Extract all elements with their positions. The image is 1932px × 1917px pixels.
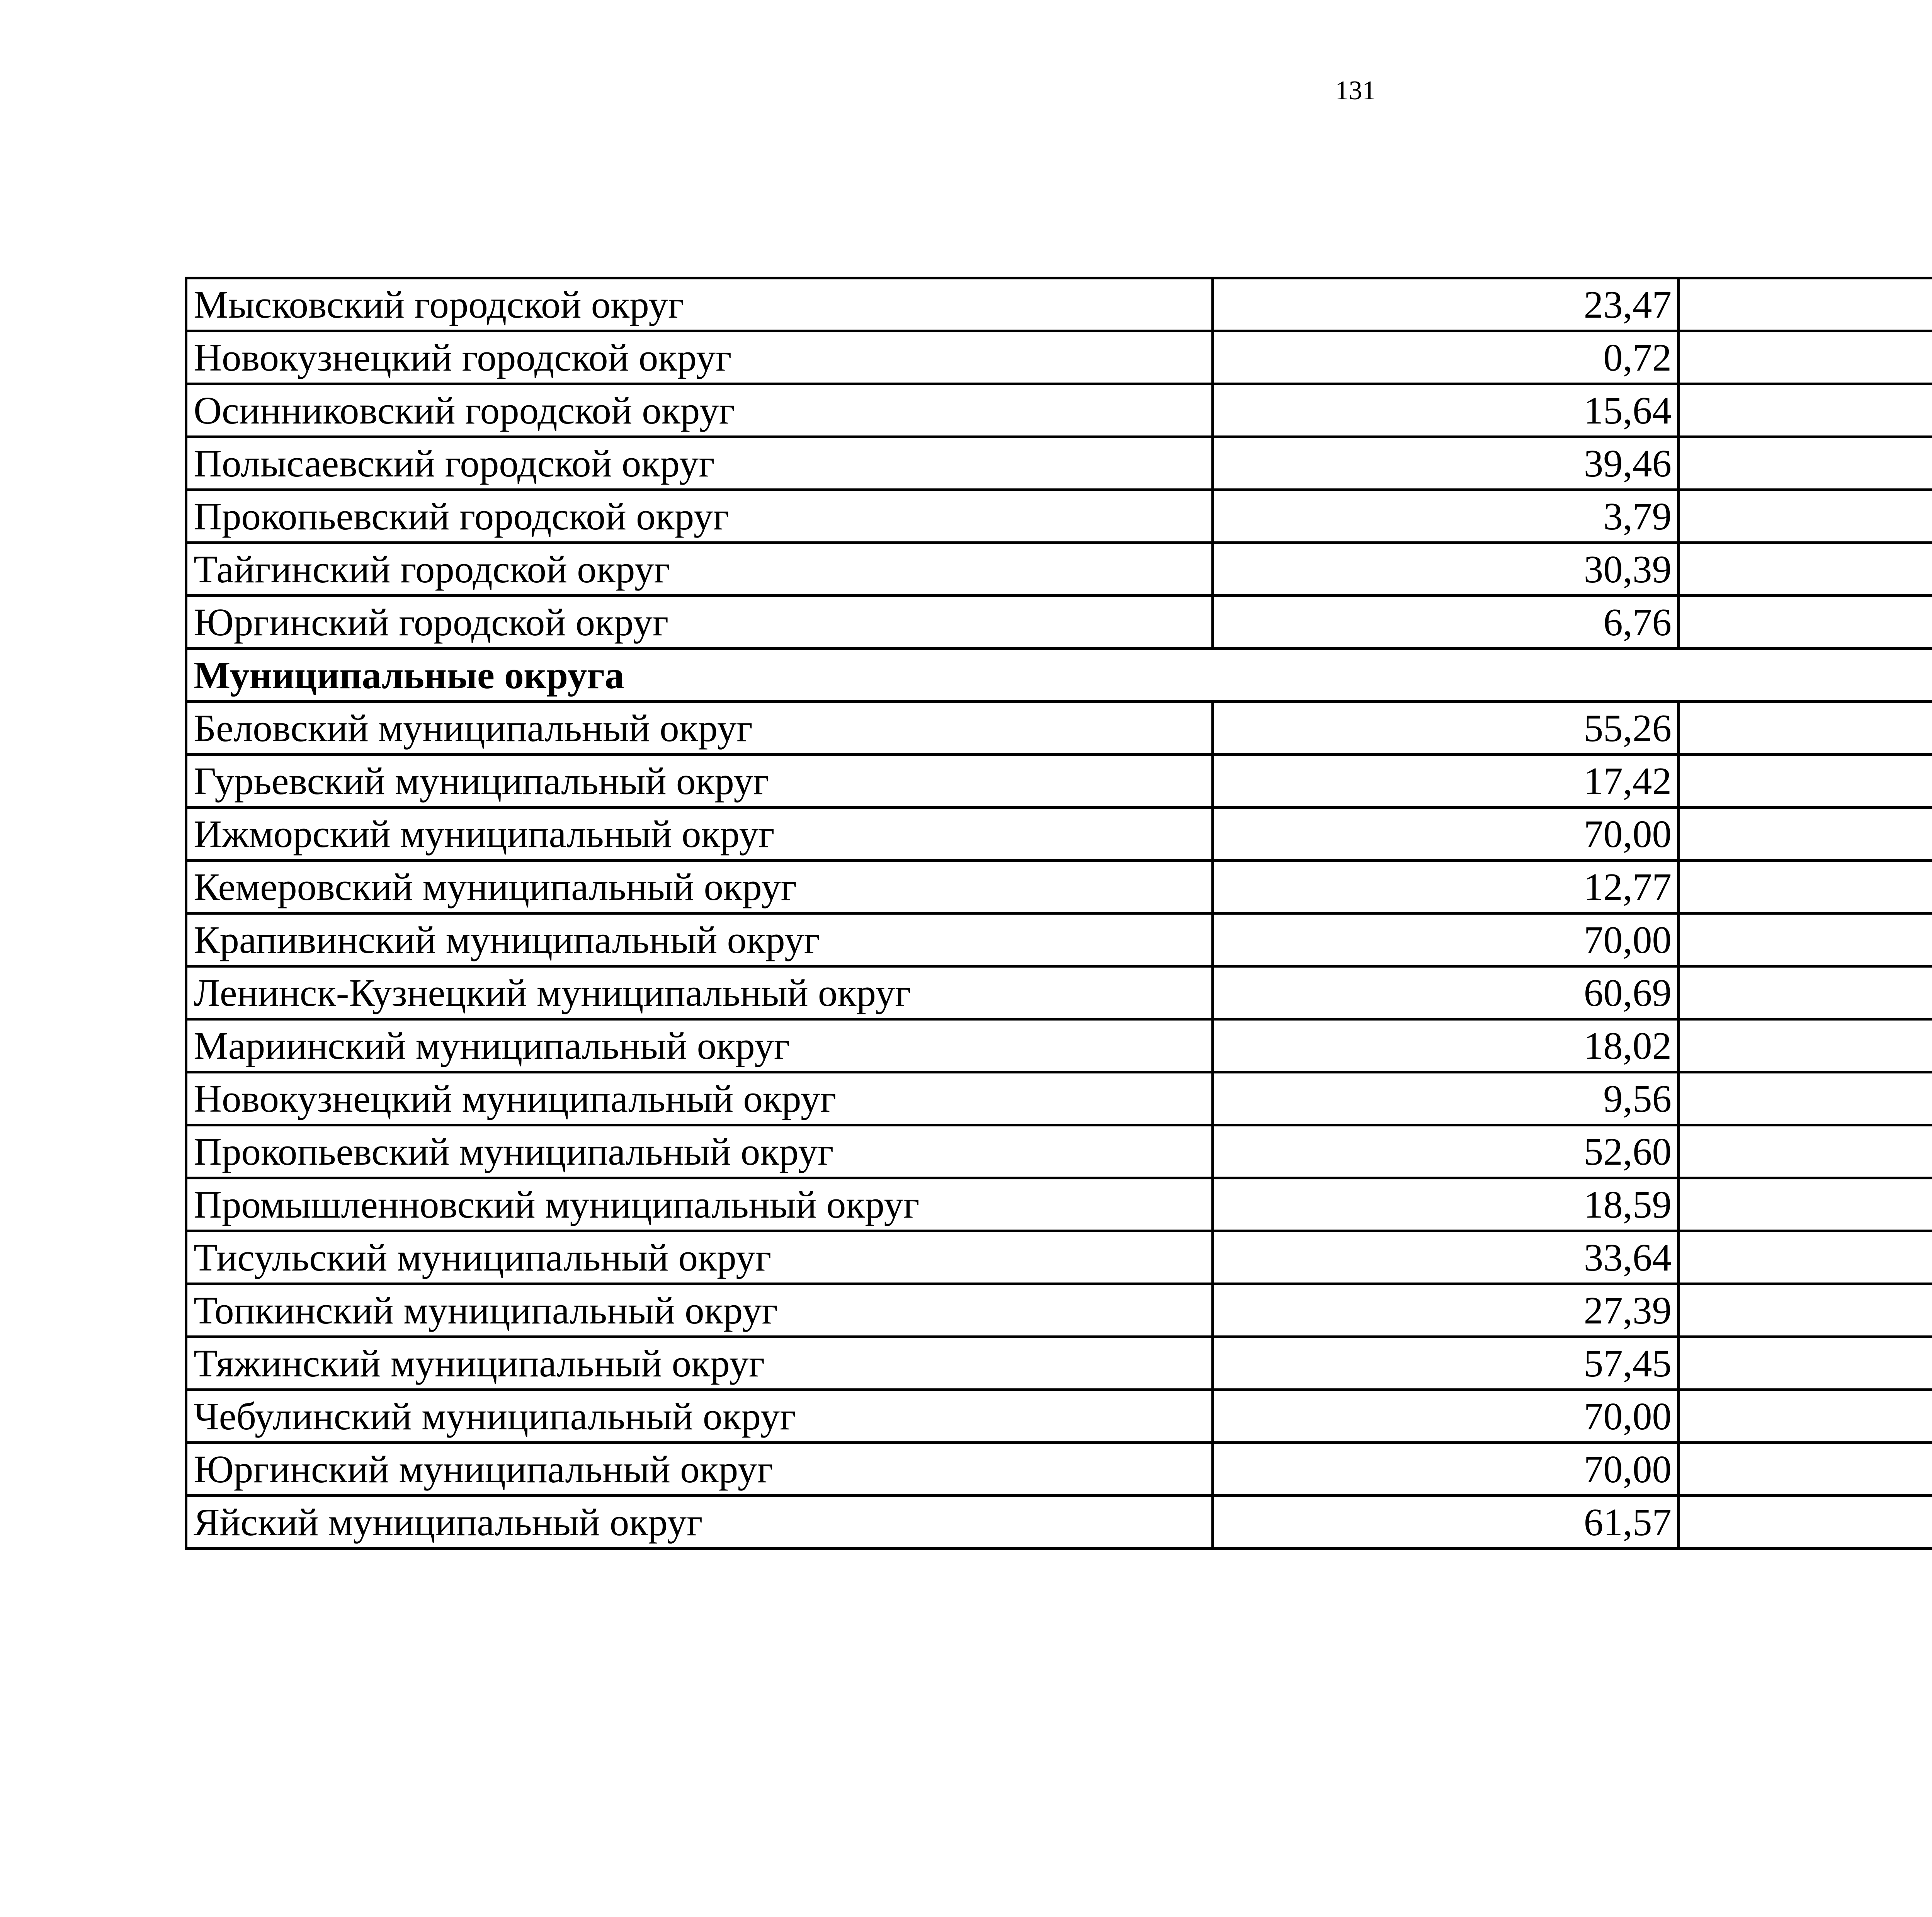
row-name: Тисульский муниципальный округ xyxy=(186,1231,1213,1284)
row-value xyxy=(1679,966,1932,1019)
row-name: Топкинский муниципальный округ xyxy=(186,1284,1213,1337)
row-value xyxy=(1679,384,1932,437)
row-value: 3,79 xyxy=(1213,490,1679,543)
row-value xyxy=(1679,861,1932,913)
row-value: 27,39 xyxy=(1213,1284,1679,1337)
row-value xyxy=(1679,278,1932,331)
table-row xyxy=(186,1231,1932,1284)
row-value xyxy=(1679,1072,1932,1125)
table-row xyxy=(186,702,1932,755)
row-value: 9,56 xyxy=(1213,1072,1679,1125)
row-value: 17,42 xyxy=(1213,755,1679,808)
table-row xyxy=(186,1443,1932,1496)
table-row xyxy=(186,913,1932,966)
row-value: 33,64 xyxy=(1213,1231,1679,1284)
row-value xyxy=(1679,1496,1932,1549)
row-value: 0,72 xyxy=(1213,331,1679,384)
table-row xyxy=(186,1496,1932,1549)
row-value: 57,45 xyxy=(1213,1337,1679,1390)
section-row xyxy=(186,649,1932,702)
row-value xyxy=(1679,702,1932,755)
row-value xyxy=(1679,755,1932,808)
row-value: 23,47 xyxy=(1213,278,1679,331)
row-name: Прокопьевский городской округ xyxy=(186,490,1213,543)
row-name: Мариинский муниципальный округ xyxy=(186,1019,1213,1072)
data-table xyxy=(185,277,1932,1550)
table-row xyxy=(186,1072,1932,1125)
table-row xyxy=(186,490,1932,543)
table-row xyxy=(186,861,1932,913)
row-value: 12,77 xyxy=(1213,861,1679,913)
row-value xyxy=(1679,490,1932,543)
row-name: Тайгинский городской округ xyxy=(186,543,1213,596)
row-value: 52,60 xyxy=(1213,1125,1679,1178)
row-value: 70,00 xyxy=(1213,808,1679,861)
row-name: Чебулинский муниципальный округ xyxy=(186,1390,1213,1443)
row-name: Промышленновский муниципальный округ xyxy=(186,1178,1213,1231)
table-row xyxy=(186,755,1932,808)
table-row xyxy=(186,1390,1932,1443)
row-name: Яйский муниципальный округ xyxy=(186,1496,1213,1549)
row-value xyxy=(1679,596,1932,649)
row-value xyxy=(1679,1231,1932,1284)
row-value: 61,57 xyxy=(1213,1496,1679,1549)
row-name: Крапивинский муниципальный округ xyxy=(186,913,1213,966)
row-value xyxy=(1679,1443,1932,1496)
table-row xyxy=(186,1125,1932,1178)
table-row xyxy=(186,1178,1932,1231)
row-value: 6,76 xyxy=(1213,596,1679,649)
row-name: Новокузнецкий муниципальный округ xyxy=(186,1072,1213,1125)
row-name: Юргинский муниципальный округ xyxy=(186,1443,1213,1496)
row-name: Осинниковский городской округ xyxy=(186,384,1213,437)
row-name: Ижморский муниципальный округ xyxy=(186,808,1213,861)
row-value xyxy=(1679,1390,1932,1443)
row-value: 39,46 xyxy=(1213,437,1679,490)
table-row xyxy=(186,384,1932,437)
row-name: Юргинский городской округ xyxy=(186,596,1213,649)
table-row xyxy=(186,596,1932,649)
table-row xyxy=(186,808,1932,861)
row-value: 30,39 xyxy=(1213,543,1679,596)
table-row xyxy=(186,1284,1932,1337)
row-value: 15,64 xyxy=(1213,384,1679,437)
row-value: 55,26 xyxy=(1213,702,1679,755)
row-value xyxy=(1679,1178,1932,1231)
row-value: 70,00 xyxy=(1213,1390,1679,1443)
row-value: 18,02 xyxy=(1213,1019,1679,1072)
row-value xyxy=(1679,808,1932,861)
row-value xyxy=(1679,1284,1932,1337)
row-name: Гурьевский муниципальный округ xyxy=(186,755,1213,808)
row-value: 70,00 xyxy=(1213,1443,1679,1496)
row-name: Мысковский городской округ xyxy=(186,278,1213,331)
row-name: Ленинск-Кузнецкий муниципальный округ xyxy=(186,966,1213,1019)
row-value xyxy=(1679,331,1932,384)
row-name: Полысаевский городской округ xyxy=(186,437,1213,490)
table-row xyxy=(186,278,1932,331)
row-name: Кемеровский муниципальный округ xyxy=(186,861,1213,913)
table-row xyxy=(186,437,1932,490)
table-row xyxy=(186,543,1932,596)
table-row xyxy=(186,1337,1932,1390)
row-name: Новокузнецкий городской округ xyxy=(186,331,1213,384)
row-value: 60,69 xyxy=(1213,966,1679,1019)
row-name: Тяжинский муниципальный округ xyxy=(186,1337,1213,1390)
row-value xyxy=(1679,437,1932,490)
row-value xyxy=(1679,543,1932,596)
row-value xyxy=(1679,913,1932,966)
row-value xyxy=(1679,1125,1932,1178)
table-row xyxy=(186,331,1932,384)
row-name: Беловский муниципальный округ xyxy=(186,702,1213,755)
row-value: 18,59 xyxy=(1213,1178,1679,1231)
table-row xyxy=(186,1019,1932,1072)
table-row xyxy=(186,966,1932,1019)
row-value xyxy=(1679,1337,1932,1390)
page-number: 131 xyxy=(1335,76,1376,105)
row-value: 70,00 xyxy=(1213,913,1679,966)
section-heading: Муниципальные округа xyxy=(186,649,1932,702)
row-name: Прокопьевский муниципальный округ xyxy=(186,1125,1213,1178)
row-value xyxy=(1679,1019,1932,1072)
